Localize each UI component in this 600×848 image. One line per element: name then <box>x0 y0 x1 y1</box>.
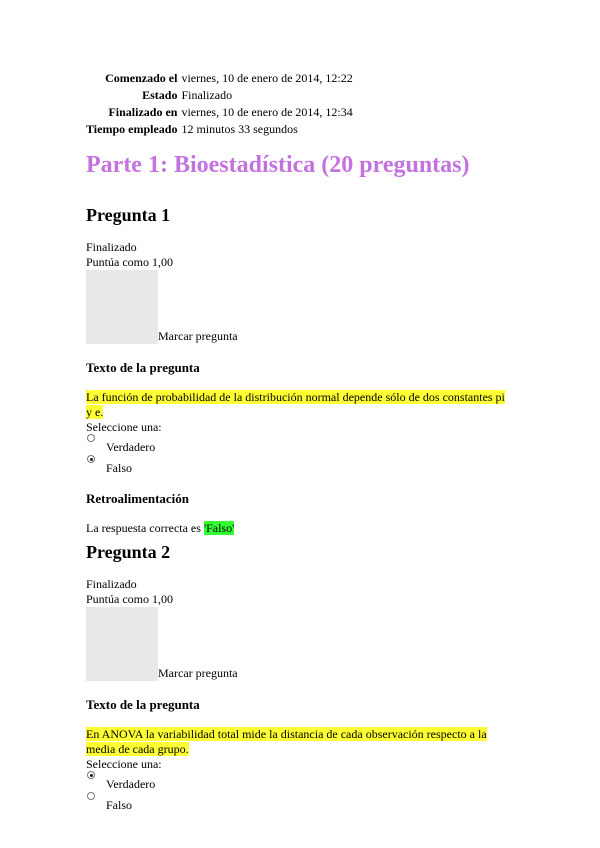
flag-image[interactable] <box>86 270 158 344</box>
answer-option-true[interactable] <box>86 440 516 461</box>
question-status: Finalizado <box>86 577 137 591</box>
question-title: Pregunta 1 <box>86 205 171 225</box>
answer-option-false[interactable] <box>86 461 516 482</box>
question-text: La función de probabilidad de la distribución normal depende sólo de dos constantes pi y e. <box>86 390 505 419</box>
select-label: Seleccione una: <box>86 420 162 434</box>
answer-option-true[interactable] <box>86 777 516 798</box>
part-title: Parte 1: Bioestadística (20 preguntas) <box>86 152 470 178</box>
question-2 <box>86 541 516 819</box>
question-title: Pregunta 2 <box>86 542 171 562</box>
feedback-text: La respuesta correcta es 'Falso' <box>86 521 235 535</box>
summary-value: 12 minutos 33 segundos <box>181 122 298 136</box>
answer-label[interactable]: Falso <box>106 461 133 475</box>
question-score: Puntúa como 1,00 <box>86 592 173 606</box>
answer-option-false[interactable] <box>86 798 516 819</box>
summary-row <box>86 121 353 138</box>
radio-button-selected[interactable] <box>87 455 95 463</box>
flag-question[interactable] <box>86 270 516 344</box>
summary-row <box>86 70 353 87</box>
question-text-heading: Texto de la pregunta <box>86 697 200 712</box>
flag-label[interactable]: Marcar pregunta <box>158 329 238 343</box>
select-label: Seleccione una: <box>86 757 162 771</box>
radio-button-selected[interactable] <box>87 771 95 779</box>
flag-question[interactable] <box>86 607 516 681</box>
summary-label: Finalizado en <box>108 105 178 119</box>
summary-label: Tiempo empleado <box>86 122 178 136</box>
correct-answer: 'Falso' <box>203 521 235 535</box>
feedback-heading: Retroalimentación <box>86 491 190 506</box>
summary-label: Comenzado el <box>105 71 178 85</box>
radio-button[interactable] <box>87 434 95 442</box>
summary-value: viernes, 10 de enero de 2014, 12:34 <box>181 105 353 119</box>
answer-label[interactable]: Verdadero <box>106 777 156 791</box>
summary-value: viernes, 10 de enero de 2014, 12:22 <box>181 71 353 85</box>
question-score: Puntúa como 1,00 <box>86 255 173 269</box>
summary-label: Estado <box>142 88 178 102</box>
summary-row <box>86 104 353 121</box>
question-status: Finalizado <box>86 240 137 254</box>
question-text: En ANOVA la variabilidad total mide la distancia de cada observación respecto a la media de cada grupo. <box>86 727 487 756</box>
summary-value: Finalizado <box>181 88 233 102</box>
flag-image[interactable] <box>86 607 158 681</box>
question-text-heading: Texto de la pregunta <box>86 360 200 375</box>
answer-label[interactable]: Falso <box>106 798 133 812</box>
question-1 <box>86 204 516 536</box>
flag-label[interactable]: Marcar pregunta <box>158 666 238 680</box>
answer-label[interactable]: Verdadero <box>106 440 156 454</box>
summary-row <box>86 87 353 104</box>
radio-button[interactable] <box>87 792 95 800</box>
attempt-summary <box>86 70 353 138</box>
